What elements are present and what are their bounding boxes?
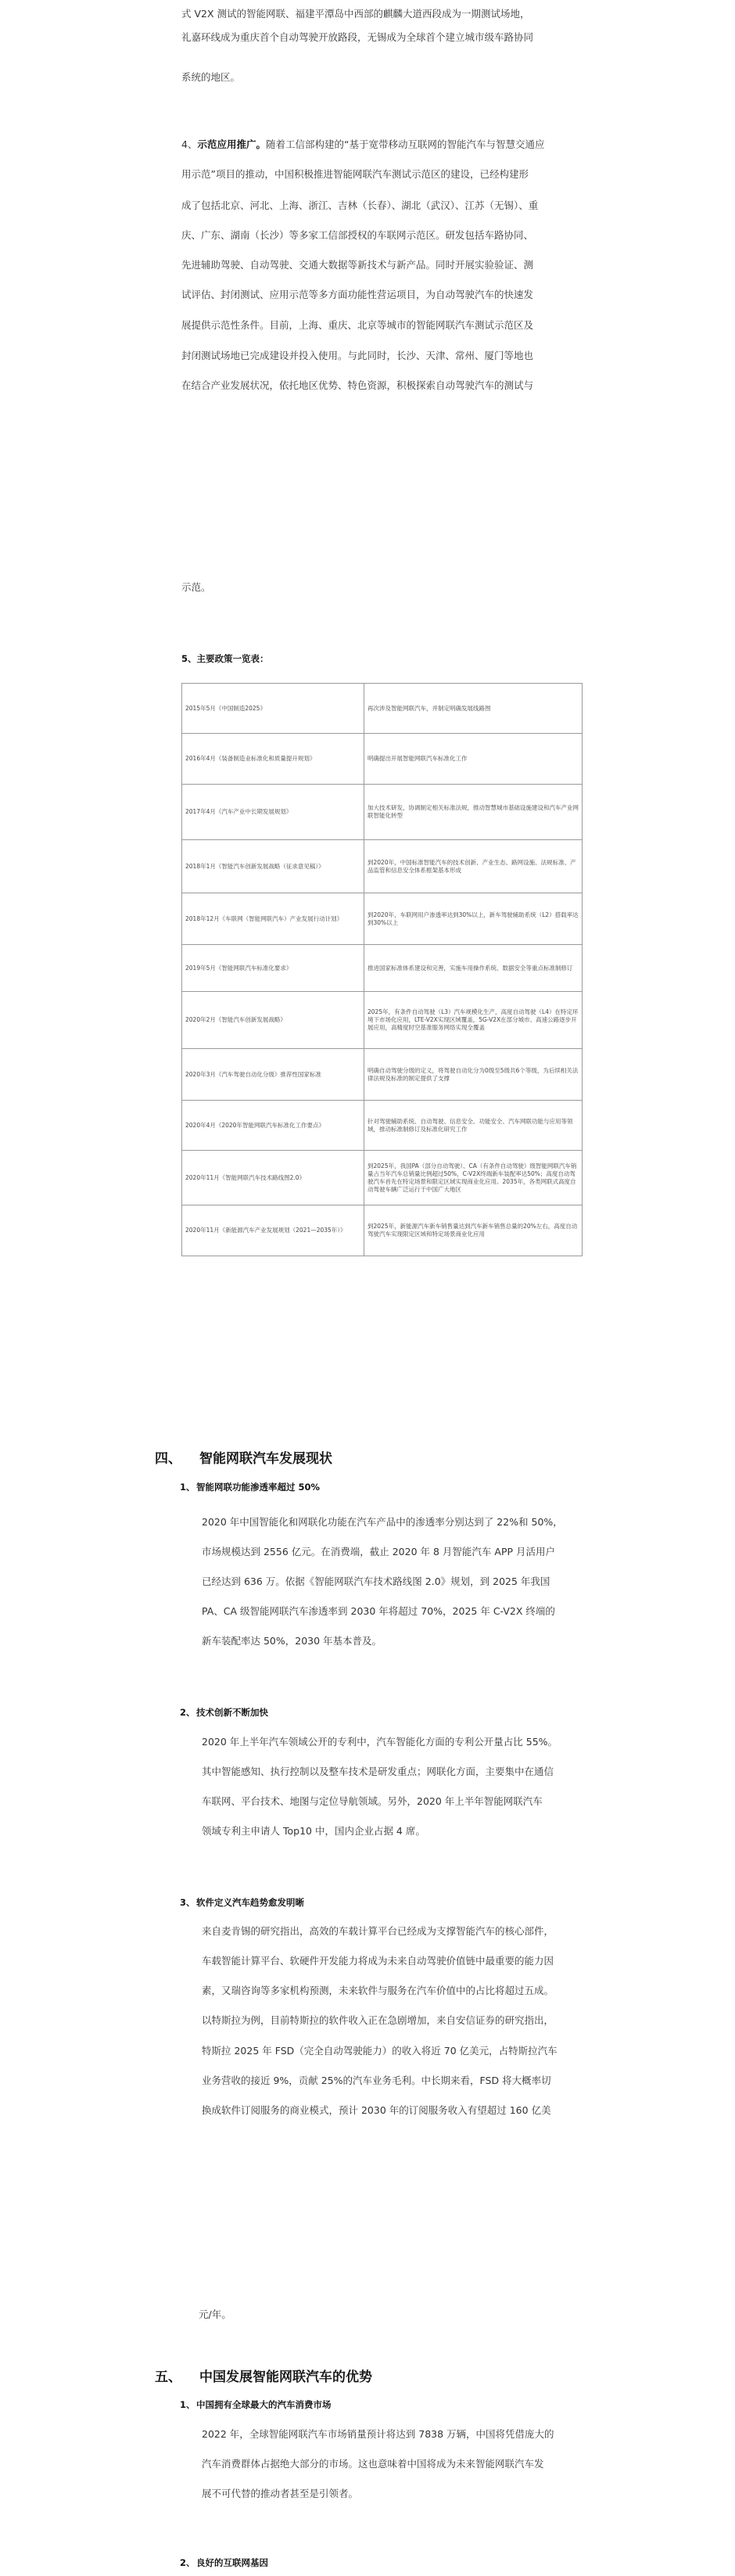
sec4-sub3-line: 换成软件订阅服务的商业模式，预计 2030 年的订阅服务收入有望超过 160 亿美: [202, 2104, 551, 2116]
policy-summary: 到2020年，中国标准智能汽车的技术创新、产业生态、路网设施、法规标准、产品监管和信息安全体系框架基本形成: [364, 840, 583, 893]
policy-name: 2020年3月《汽车驾驶自动化分级》推荐性国家标准: [182, 1049, 364, 1101]
policy-summary: 明确提出开展智能网联汽车标准化工作: [364, 734, 583, 785]
policy-summary: 到2020年，车联网用户渗透率达到30%以上，新车驾驶辅助系统（L2）搭载率达到30%以上: [364, 893, 583, 945]
sec4-sub1-number: 1、: [180, 1482, 195, 1493]
table-row: [182, 734, 583, 785]
policy-name: 2017年4月《汽车产业中长期发展规划》: [182, 785, 364, 840]
policy-name: 2019年5月《智能网联汽车标准化要求》: [182, 945, 364, 992]
sec4-sub3-number: 3、: [180, 1897, 195, 1908]
item4-first-rest: 随着工信部构建的“基于宽带移动互联网的智能汽车与智慧交通应: [265, 138, 545, 150]
section-4-title: 智能网联汽车发展现状: [199, 1451, 332, 1467]
section-4-number: 四、: [155, 1451, 181, 1467]
sec4-sub1-line: 已经达到 636 万。依据《智能网联汽车技术路线图 2.0》规划，到 2025 年我国: [202, 1575, 550, 1587]
sec4-sub2-line: 领域专利主申请人 Top10 中，国内企业占据 4 席。: [202, 1825, 425, 1837]
sec4-sub3-tail: 元/年。: [199, 2308, 231, 2320]
item4-line: 在结合产业发展状况，依托地区优势、特色资源，积极探索自动驾驶汽车的测试与: [181, 379, 534, 391]
table-row: [182, 1049, 583, 1101]
sec4-sub3-line: 素，又瑞咨询等多家机构预测，未来软件与服务在汽车价值中的占比将超过五成。: [202, 1985, 554, 1996]
policy-name: 2018年12月《车联网（智能网联汽车）产业发展行动计划》: [182, 893, 364, 945]
section-5-number: 五、: [155, 2369, 181, 2385]
sec4-sub1-line: 2020 年中国智能化和网联化功能在汽车产品中的渗透率分别达到了 22%和 50%，: [202, 1516, 563, 1528]
item4-line: 成了包括北京、河北、上海、浙江、吉林（长春）、湖北（武汉）、江苏（无锡）、重: [181, 199, 539, 211]
sec4-sub2-number: 2、: [180, 1707, 195, 1718]
policy-name: 2018年1月《智能汽车创新发展战略（征求意见稿）》: [182, 840, 364, 893]
policy-name: 2020年4月《2020年智能网联汽车标准化工作要点》: [182, 1101, 364, 1151]
item4-tail: 示范。: [181, 581, 211, 593]
sec4-sub2-title: 技术创新不断加快: [196, 1707, 268, 1718]
item4-first-line: [181, 132, 544, 156]
sec4-sub3-line: 车载智能计算平台、软硬件开发能力将成为未来自动驾驶价值链中最重要的能力因: [202, 1955, 554, 1967]
item4-lead: 示范应用推广。: [197, 138, 266, 150]
table-row: [182, 785, 583, 840]
table-row: [182, 893, 583, 945]
sec4-sub1-line: 新车装配率达 50%，2030 年基本普及。: [202, 1635, 382, 1647]
policy-name: 2015年5月《中国制造2025》: [182, 684, 364, 734]
table-row: [182, 1205, 583, 1256]
table-row: [182, 840, 583, 893]
section-5-title: 中国发展智能网联汽车的优势: [199, 2369, 372, 2385]
sec5-sub1-line: 汽车消费群体占据绝大部分的市场。这也意味着中国将成为未来智能网联汽车发: [202, 2458, 544, 2470]
sec4-sub2-line: 车联网、平台技术、地图与定位导航领域。另外，2020 年上半年智能网联汽车: [202, 1795, 543, 1807]
policy-summary: 到2025年，我国PA（部分自动驾驶）、CA（有条件自动驾驶）级智能网联汽车销量占当年汽车总销量比例超过50%，C-V2X终端新车装配率达50%；高度自动驾驶汽车首先在特定场景和限定区域实现商业化应用。2035年，各类网联式高度自动驾驶车辆广泛运行于中国广大地区: [364, 1151, 583, 1205]
sec4-sub1-title: 智能网联功能渗透率超过 50%: [196, 1482, 321, 1493]
sec4-sub3-title: 软件定义汽车趋势愈发明晰: [196, 1897, 304, 1908]
policy-name: 2016年4月《装备制造业标准化和质量提升规划》: [182, 734, 364, 785]
policy-summary: 到2025年，新能源汽车新车销售量达到汽车新车销售总量的20%左右，高度自动驾驶汽车实现限定区域和特定场景商业化应用: [364, 1205, 583, 1256]
table-row: [182, 945, 583, 992]
policy-summary: 再次涉及智能网联汽车，并制定明确发展线路图: [364, 684, 583, 734]
sec4-sub3-line: 以特斯拉为例，目前特斯拉的软件收入正在急剧增加，来自安信证券的研究指出，: [202, 2014, 554, 2026]
sec5-sub2-number: 2、: [180, 2557, 195, 2568]
item4-number: 4、: [181, 138, 198, 150]
policy-summary: 推进国家标准体系建设和完善，实施车用操作系统、数据安全等重点标准制修订: [364, 945, 583, 992]
policy-summary: 明确自动驾驶分级的定义，将驾驶自动化分为0级至5级共6个等级，为后续相关法律法规及标准的制定提供了支撑: [364, 1049, 583, 1101]
policy-name: 2020年11月《智能网联汽车技术路线图2.0》: [182, 1151, 364, 1205]
sec5-sub1-number: 1、: [180, 2399, 195, 2410]
policy-summary: 加大技术研发，协调制定相关标准法规，推动智慧城市基础设施建设和汽车产业网联智能化转型: [364, 785, 583, 840]
policy-summary: 2025年，有条件自动驾驶（L3）汽车规模化生产，高度自动驾驶（L4）在特定环境下市场化应用，LTE-V2X实现区域覆盖，5G-V2X在部分城市、高速公路逐步开展应用，高精度时空基准服务网络实现全覆盖: [364, 992, 583, 1049]
policy-name: 2020年2月《智能汽车创新发展战略》: [182, 992, 364, 1049]
intro-line: 系统的地区。: [181, 71, 241, 83]
table-row: [182, 684, 583, 734]
item4-line: 展提供示范性条件。目前，上海、重庆、北京等城市的智能网联汽车测试示范区及: [181, 319, 534, 331]
sec5-sub1-line: 展不可代替的推动者甚至是引领者。: [202, 2488, 359, 2499]
policy-heading: 5、主要政策一览表：: [181, 653, 269, 664]
intro-line: 式 V2X 测试的智能网联、福建平潭岛中西部的麒麟大道西段成为一期测试场地，: [181, 8, 530, 20]
sec4-sub3-line: 业务营收的接近 9%，贡献 25%的汽车业务毛利。中长期来看，FSD 将大概率切: [202, 2075, 551, 2086]
sec5-sub1-line: 2022 年，全球智能网联汽车市场销量预计将达到 7838 万辆，中国将凭借庞大的: [202, 2428, 554, 2440]
sec4-sub2-line: 其中智能感知、执行控制以及整车技术是研发重点；网联化方面，主要集中在通信: [202, 1766, 554, 1777]
sec4-sub3-line: 特斯拉 2025 年 FSD（完全自动驾驶能力）的收入将近 70 亿美元，占特斯拉汽车: [202, 2045, 558, 2057]
sec4-sub1-line: 市场规模达到 2556 亿元。在消费端，截止 2020 年 8 月智能汽车 APP 月活用户: [202, 1546, 555, 1557]
sec5-sub2-title: 良好的互联网基因: [196, 2557, 268, 2568]
policy-name: 2020年11月《新能源汽车产业发展规划（2021—2035年）》: [182, 1205, 364, 1256]
item4-line: 先进辅助驾驶、自动驾驶、交通大数据等新技术与新产品。同时开展实验验证、测: [181, 259, 534, 271]
sec5-sub1-title: 中国拥有全球最大的汽车消费市场: [196, 2399, 332, 2410]
table-row: [182, 992, 583, 1049]
table-row: [182, 1151, 583, 1205]
sec4-sub2-line: 2020 年上半年汽车领域公开的专利中，汽车智能化方面的专利公开量占比 55%。: [202, 1736, 558, 1748]
sec4-sub3-line: 来自麦肯锡的研究指出，高效的车载计算平台已经成为支撑智能汽车的核心部件，: [202, 1925, 554, 1937]
policy-table: [181, 683, 583, 1256]
item4-line: 试评估、封闭测试、应用示范等多方面功能性营运项目，为自动驾驶汽车的快速发: [181, 289, 534, 300]
item4-line: 用示范”项目的推动，中国积极推进智能网联汽车测试示范区的建设，已经构建形: [181, 168, 529, 180]
intro-line: 礼嘉环线成为重庆首个自动驾驶开放路段，无锡成为全球首个建立城市级车路协同: [181, 31, 534, 43]
item4-line: 封闭测试场地已完成建设并投入使用。与此同时，长沙、天津、常州、厦门等地也: [181, 350, 534, 361]
sec4-sub1-line: PA、CA 级智能网联汽车渗透率到 2030 年将超过 70%，2025 年 C-V2X 终端的: [202, 1605, 555, 1617]
table-row: [182, 1101, 583, 1151]
policy-summary: 针对驾驶辅助系统、自动驾驶、信息安全、功能安全、汽车网联功能与应用等领域，推动标准制修订及标准化研究工作: [364, 1101, 583, 1151]
item4-line: 庆、广东、湖南（长沙）等多家工信部授权的车联网示范区。研发包括车路协同、: [181, 229, 534, 241]
